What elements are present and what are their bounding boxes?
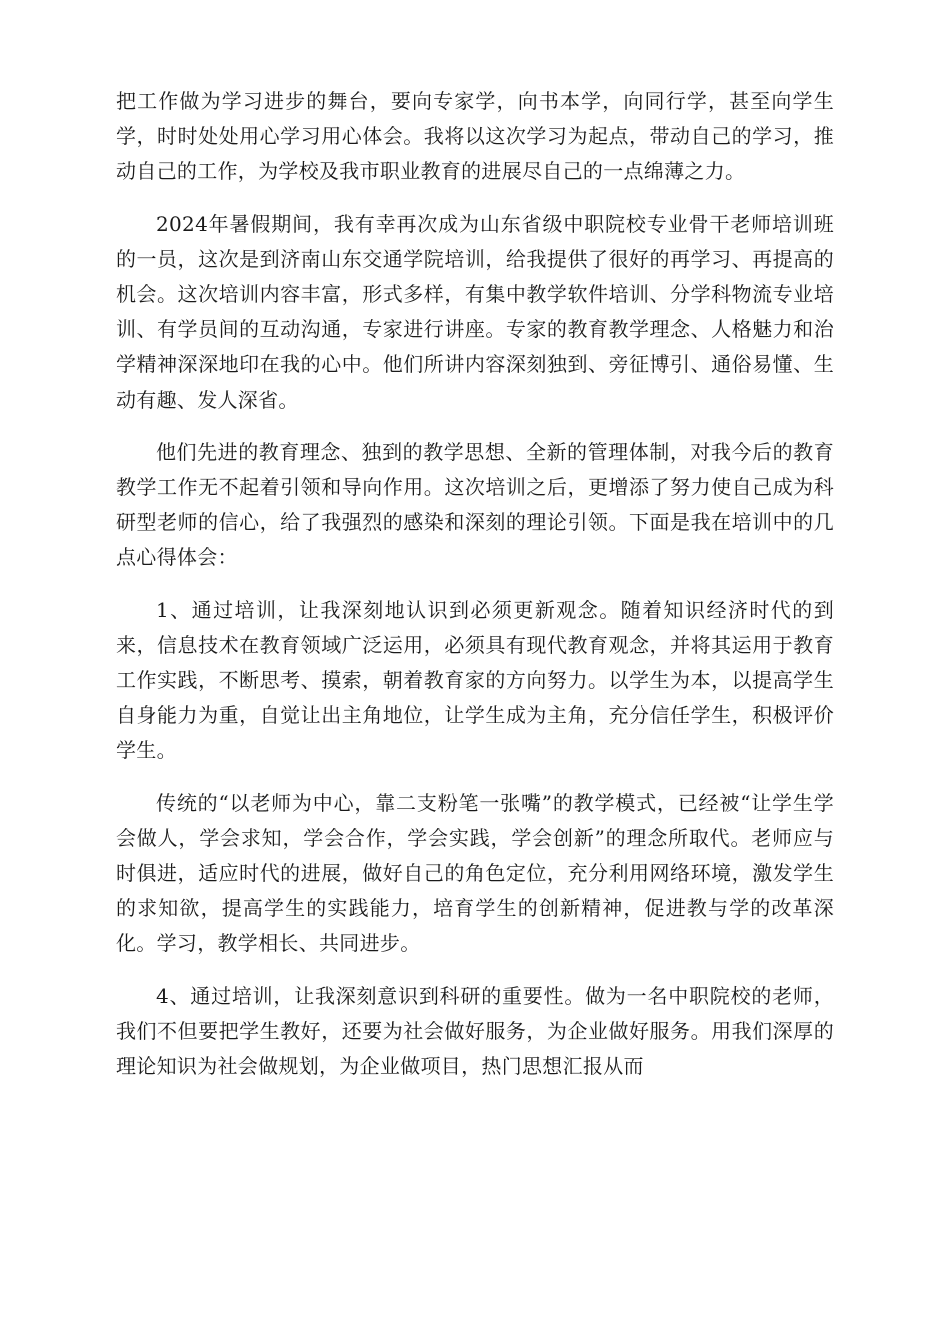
paragraph-6: 4、通过培训，让我深刻意识到科研的重要性。做为一名中职院校的老师，我们不但要把学生教好，还要为社会做好服务，为企业做好服务。用我们深厚的理论知识为社会做规划，为企业做项目，热门思想汇报从而 — [116, 983, 834, 1079]
document-page — [116, 84, 834, 1101]
paragraph-4: 1、通过培训，让我深刻地认识到必须更新观念。随着知识经济时代的到来，信息技术在教育领域广泛运用，必须具有现代教育观念，并将其运用于教育工作实践，不断思考、摸索，朝着教育家的方向努力。以学生为本，以提高学生自身能力为重，自觉让出主角地位，让学生成为主角，充分信任学生，积极评价学生。 — [116, 597, 834, 763]
paragraph-3: 他们先进的教育理念、独到的教学思想、全新的管理体制，对我今后的教育教学工作无不起着引领和导向作用。这次培训之后，更增添了努力使自己成为科研型老师的信心，给了我强烈的感染和深刻的理论引领。下面是我在培训中的几点心得体会： — [116, 439, 834, 570]
paragraph-1: 把工作做为学习进步的舞台，要向专家学，向书本学，向同行学，甚至向学生学，时时处处用心学习用心体会。我将以这次学习为起点，带动自己的学习，推动自己的工作，为学校及我市职业教育的进展尽自己的一点绵薄之力。 — [116, 89, 834, 184]
paragraph-2: 2024年暑假期间，我有幸再次成为山东省级中职院校专业骨干老师培训班的一员，这次是到济南山东交通学院培训，给我提供了很好的再学习、再提高的机会。这次培训内容丰富，形式多样，有集中教学软件培训、分学科物流专业培训、有学员间的互动沟通，专家进行讲座。专家的教育教学理念、人格魅力和治学精神深深地印在我的心中。他们所讲内容深刻独到、旁征博引、通俗易懂、生动有趣、发人深省。 — [116, 211, 834, 412]
paragraph-5: 传统的“以老师为中心，靠二支粉笔一张嘴”的教学模式，已经被“让学生学会做人，学会求知，学会合作，学会实践，学会创新”的理念所取代。老师应与时俱进，适应时代的进展，做好自己的角色定位，充分利用网络环境，激发学生的求知欲，提高学生的实践能力，培育学生的创新精神，促进教与学的改革深化。学习，教学相长、共同进步。 — [116, 790, 834, 956]
